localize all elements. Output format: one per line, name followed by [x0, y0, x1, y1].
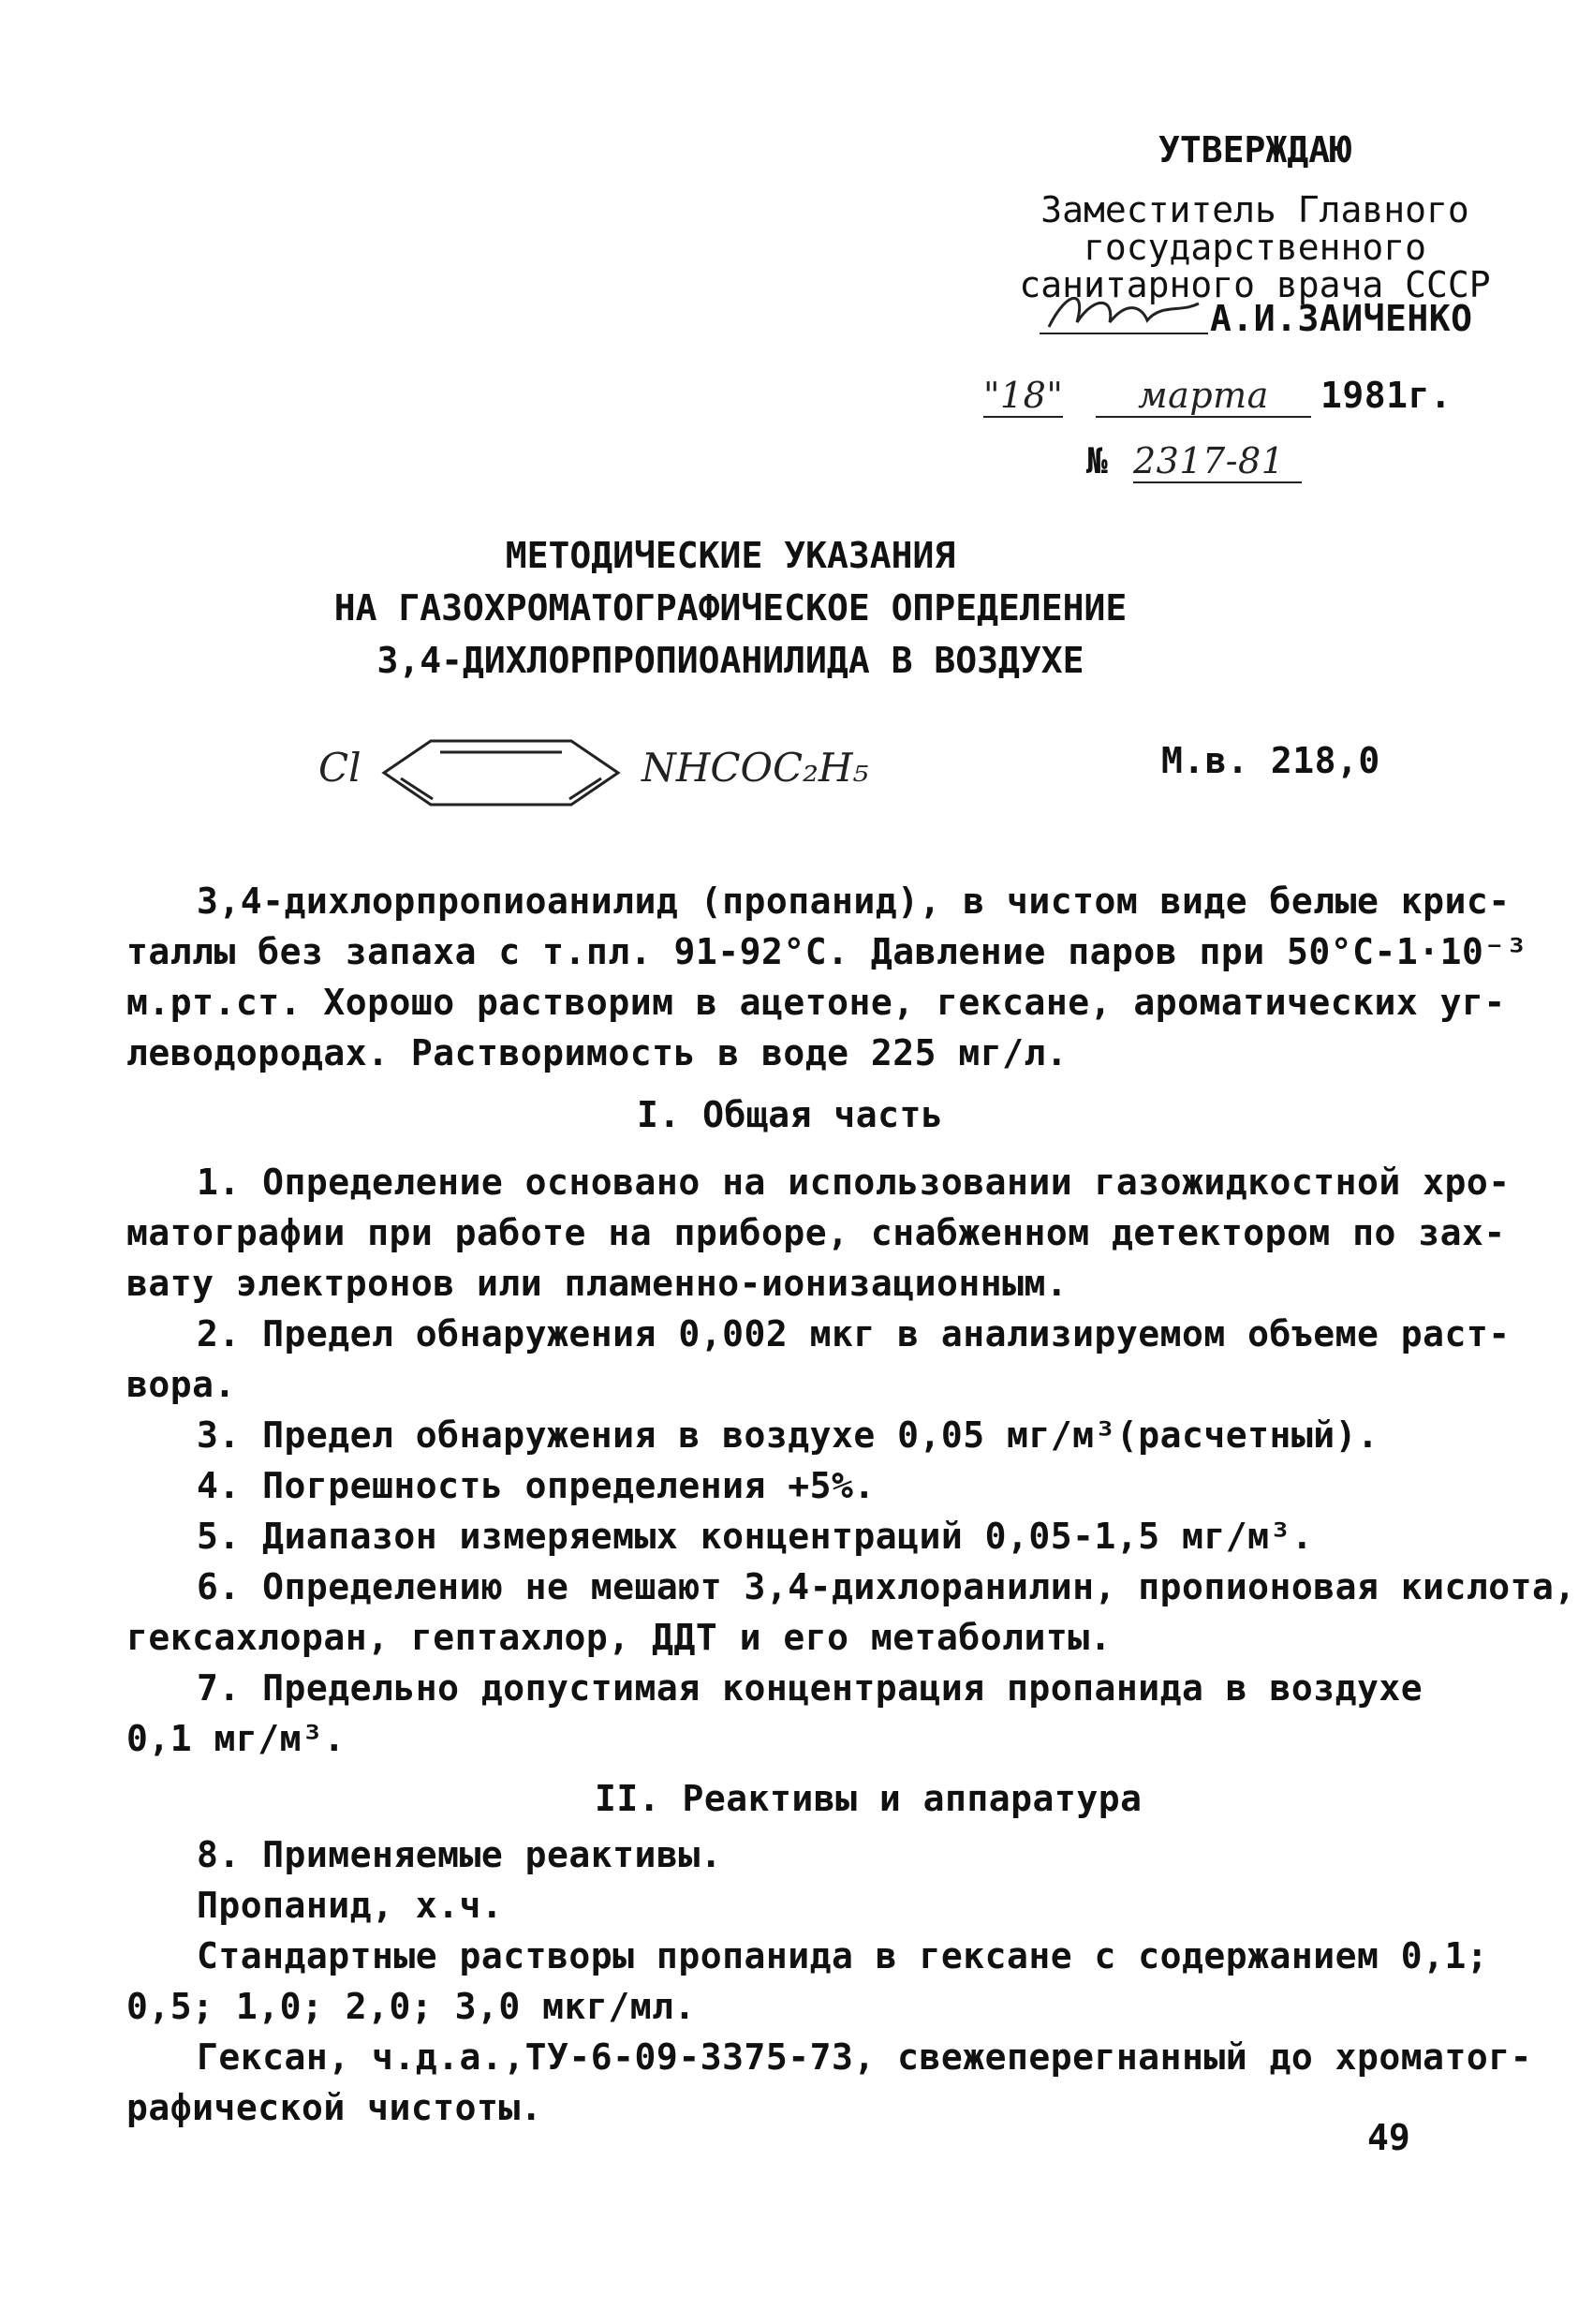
item-line: 5. Диапазон измеряемых концентраций 0,05-1,5 мг/м³.	[197, 1516, 1314, 1557]
approval-signature-row	[1040, 298, 1473, 345]
approval-date-year: 1981г.	[1320, 375, 1453, 416]
intro-line: леводородах. Растворимость в воде 225 мг/л.	[126, 1032, 1069, 1073]
item-line: 2. Предел обнаружения 0,002 мкг в анализируемом объеме раст-	[197, 1313, 1511, 1354]
approval-date-month: марта	[1096, 375, 1311, 418]
title-line1: МЕТОДИЧЕСКИЕ УКАЗАНИЯ	[505, 535, 956, 576]
item-line: рафической чистоты.	[126, 2087, 543, 2128]
approval-number: 2317-81	[1133, 440, 1302, 483]
approval-line3: санитарного врача СССР	[1019, 264, 1491, 305]
item-line: 3. Предел обнаружения в воздухе 0,05 мг/м³(расчетный).	[197, 1414, 1379, 1456]
intro-line: таллы без запаха с т.пл. 91-92°С. Давление паров при 50°С-1·10⁻³	[126, 931, 1528, 972]
item-line: Гексан, ч.д.а.,ТУ-6-09-3375-73, свежеперегнанный до хроматог-	[197, 2036, 1533, 2078]
molecular-weight: М.в. 218,0	[1161, 740, 1380, 781]
approval-date-row	[983, 375, 1508, 422]
approval-number-row	[1086, 440, 1367, 487]
intro-line: м.рт.ст. Хорошо растворим в ацетоне, гексане, ароматических уг-	[126, 982, 1506, 1023]
item-line: вора.	[126, 1364, 236, 1405]
item-line: 7. Предельно допустимая концентрация пропанида в воздухе	[197, 1667, 1423, 1709]
item-line: 4. Погрешность определения +5%.	[197, 1465, 876, 1506]
item-line: Стандартные растворы пропанида в гексане с содержанием 0,1;	[197, 1935, 1489, 1976]
formula-left: Cl	[318, 745, 361, 791]
structural-formula	[318, 735, 974, 810]
item-line: 0,1 мг/м³.	[126, 1718, 346, 1759]
signature-icon	[1040, 285, 1208, 341]
title-line2: НА ГАЗОХРОМАТОГРАФИЧЕСКОЕ ОПРЕДЕЛЕНИЕ	[333, 587, 1128, 629]
approval-line2: государственного	[1083, 227, 1427, 268]
section-heading-2: II. Реактивы и аппаратура	[595, 1778, 1143, 1819]
approval-number-prefix: №	[1086, 440, 1109, 481]
item-line: 8. Применяемые реактивы.	[197, 1834, 723, 1875]
item-line: 6. Определению не мешают 3,4-дихлоранилин, пропионовая кислота,	[197, 1566, 1576, 1607]
item-line: Пропанид, х.ч.	[197, 1885, 504, 1926]
item-line: матографии при работе на приборе, снабженном детектором по зах-	[126, 1212, 1506, 1253]
approval-date-day: "18"	[983, 375, 1064, 416]
page-number: 49	[1367, 2117, 1410, 2158]
approval-heading: УТВЕРЖДАЮ	[1158, 129, 1351, 170]
section-heading-1: I. Общая часть	[637, 1094, 944, 1135]
approval-line1: Заместитель Главного	[1040, 189, 1469, 230]
formula-right: NHCOC₂H₅	[642, 745, 869, 791]
item-line: 1. Определение основано на использовании газожидкостной хро-	[197, 1162, 1511, 1203]
title-line3: 3,4-ДИХЛОРПРОПИОАНИЛИДА В ВОЗДУХЕ	[376, 640, 1084, 681]
item-line: 0,5; 1,0; 2,0; 3,0 мкг/мл.	[126, 1986, 696, 2027]
approval-block	[974, 131, 1536, 303]
item-line: гексахлоран, гептахлор, ДДТ и его метаболиты.	[126, 1617, 1113, 1658]
approval-signature-name: А.И.ЗАИЧЕНКО	[1210, 298, 1473, 339]
item-line: вату электронов или пламенно-ионизационным.	[126, 1263, 1069, 1304]
benzene-ring-icon	[375, 735, 637, 810]
intro-line: 3,4-дихлорпропиоанилид (пропанид), в чистом виде белые крис-	[197, 881, 1511, 922]
